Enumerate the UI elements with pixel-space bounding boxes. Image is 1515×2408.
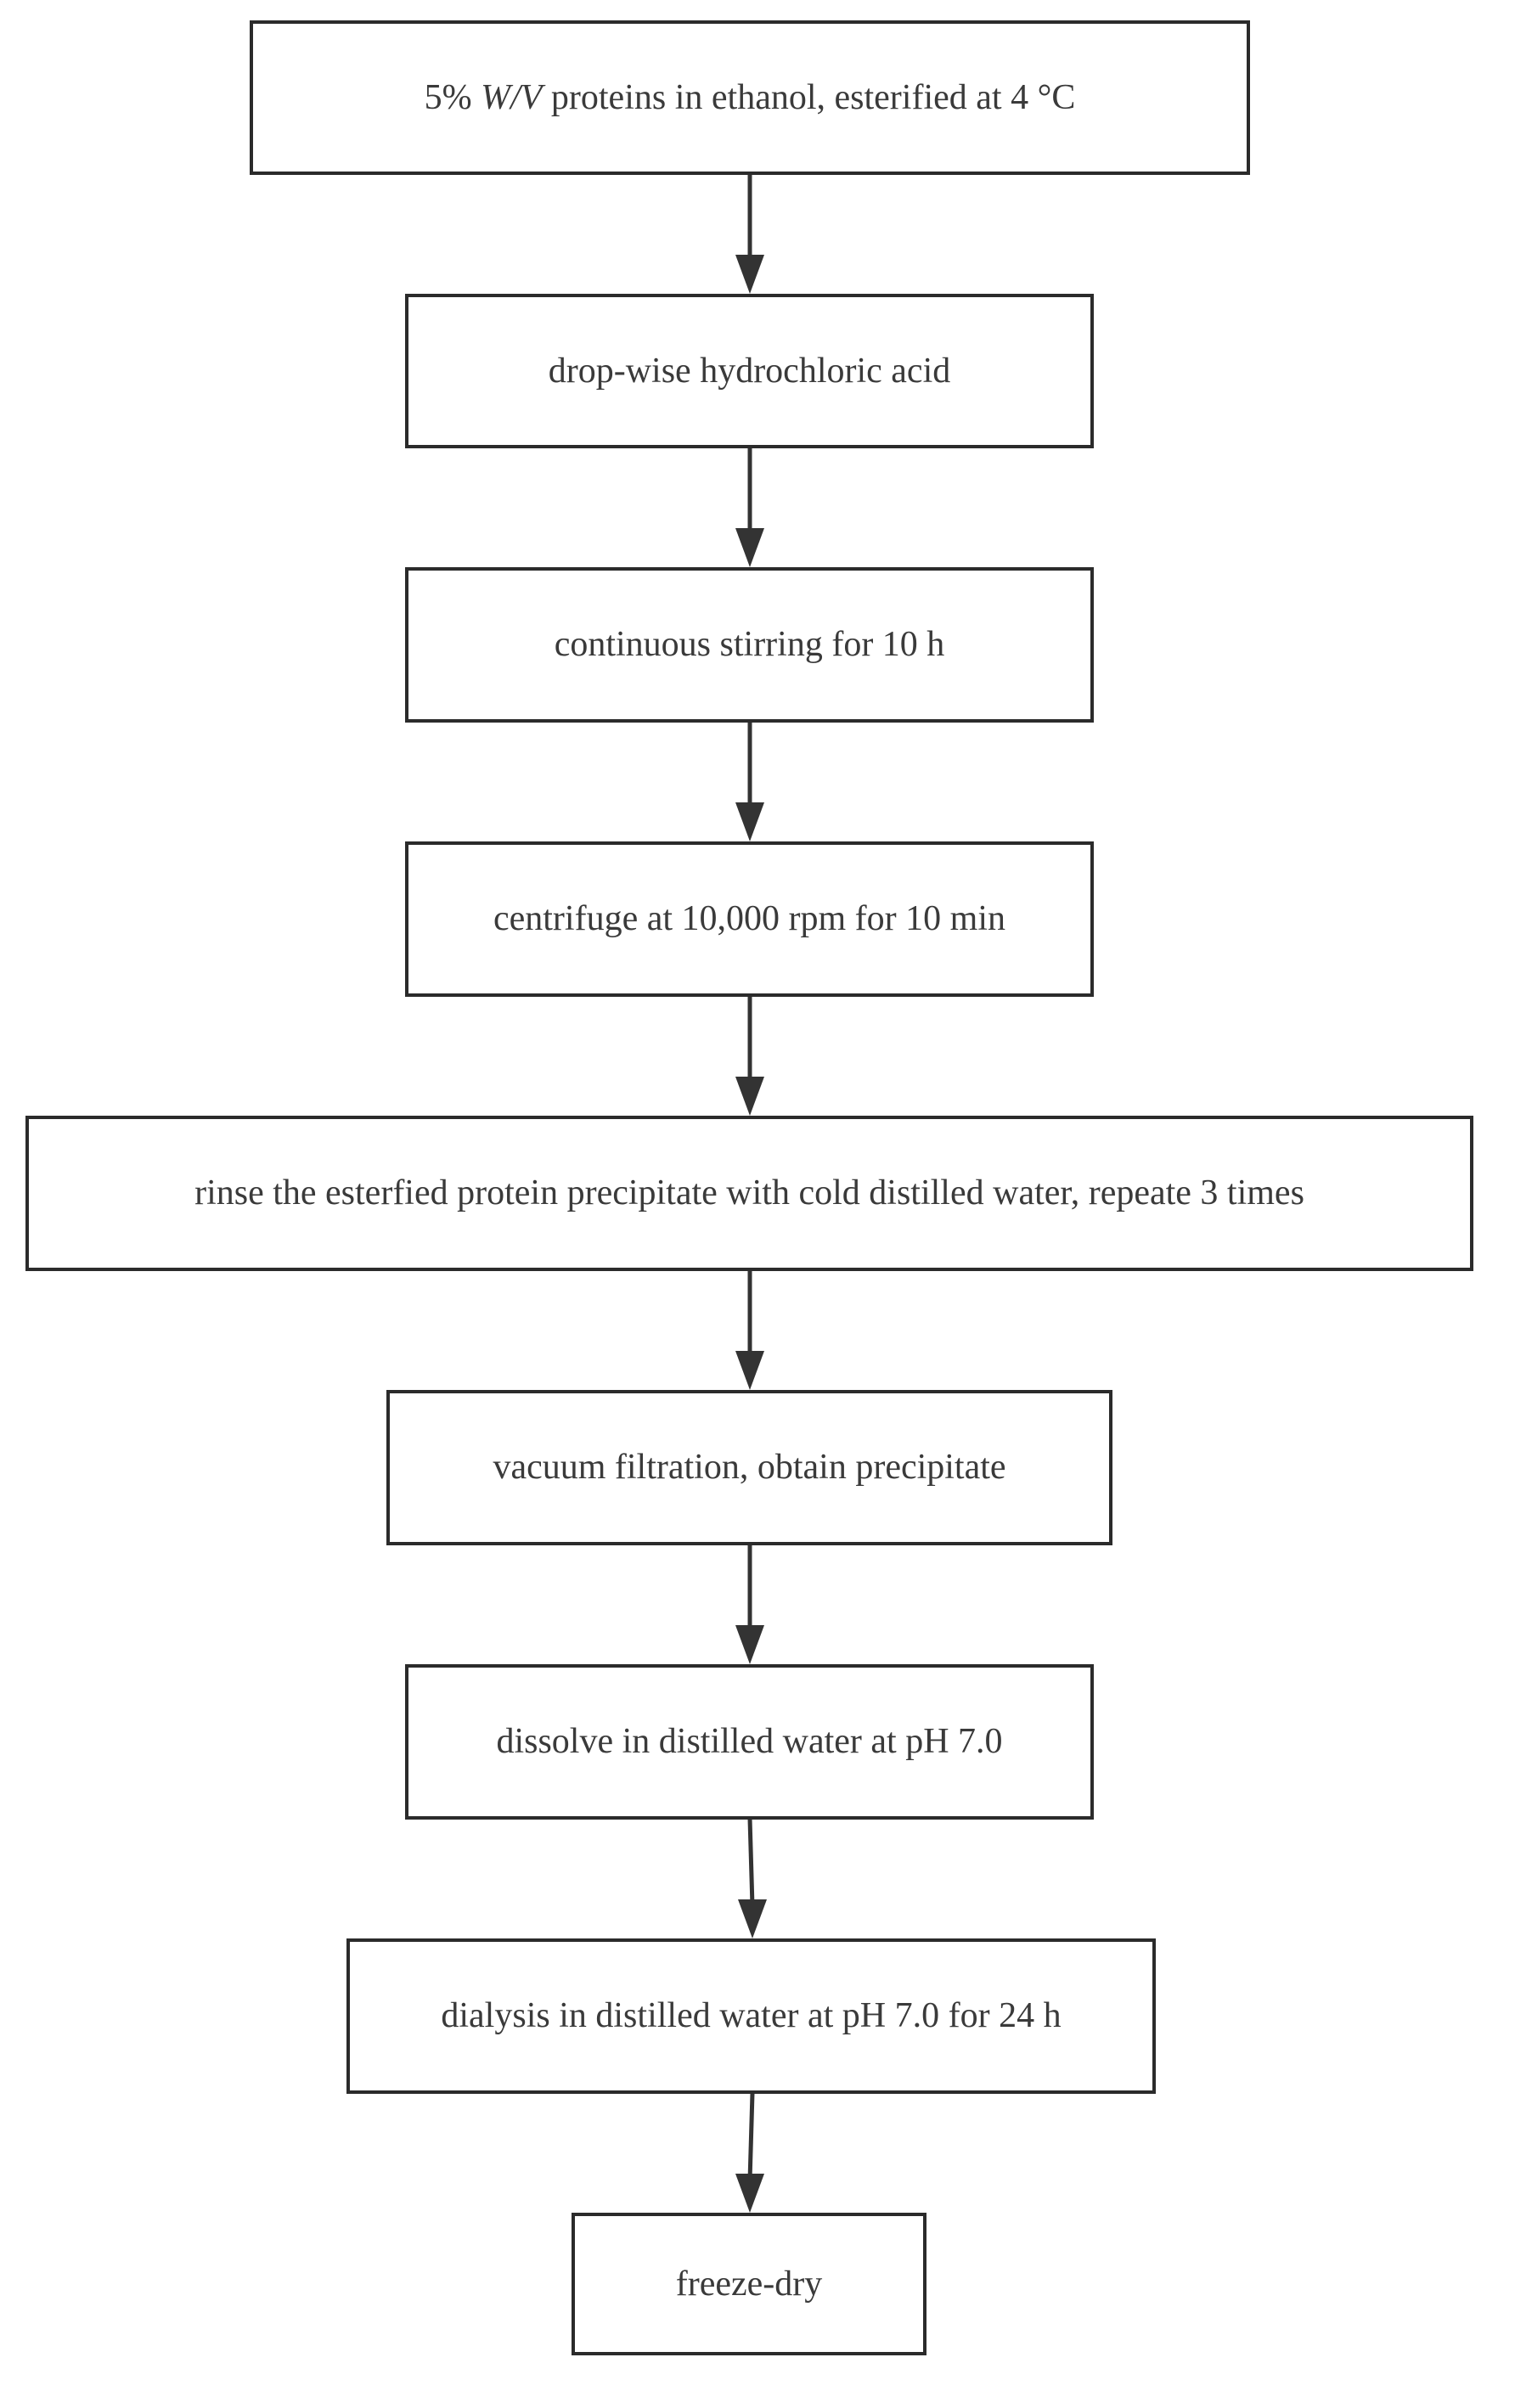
arrow-4-to-5 [735,996,764,1116]
step-7-label: dissolve in distilled water at pH 7.0 [496,1722,1003,1762]
arrow-5-to-6 [735,1270,764,1390]
arrow-1-to-2 [735,174,764,294]
arrow-3-to-4 [735,722,764,841]
arrow-7-to-8 [738,1819,767,1938]
freeze-dry-step [572,2213,926,2355]
dialysis-step [346,1938,1156,2094]
stirring-step [405,567,1094,723]
step-8-label: dialysis in distilled water at pH 7.0 for 24 h [441,1996,1062,2036]
step-1-label: 5% W/V proteins in ethanol, esterified at 4 °C [424,77,1076,117]
step-9-label: freeze-dry [675,2264,823,2304]
hydrochloric-acid-step [405,294,1094,448]
step-2-label: drop-wise hydrochloric acid [548,351,951,391]
step-6-label: vacuum filtration, obtain precipitate [493,1448,1006,1488]
rinse-step [25,1116,1473,1271]
centrifuge-step [405,841,1094,997]
arrow-6-to-7 [735,1544,764,1664]
esterification-step [250,20,1250,175]
step-5-label: rinse the esterfied protein precipitate with cold distilled water, repeate 3 times [194,1173,1304,1213]
vacuum-filtration-step [386,1390,1112,1545]
step-4-label: centrifuge at 10,000 rpm for 10 min [493,899,1005,939]
arrow-8-to-9 [735,2093,764,2213]
dissolve-step [405,1664,1094,1820]
arrow-2-to-3 [735,447,764,567]
step-3-label: continuous stirring for 10 h [554,625,945,665]
